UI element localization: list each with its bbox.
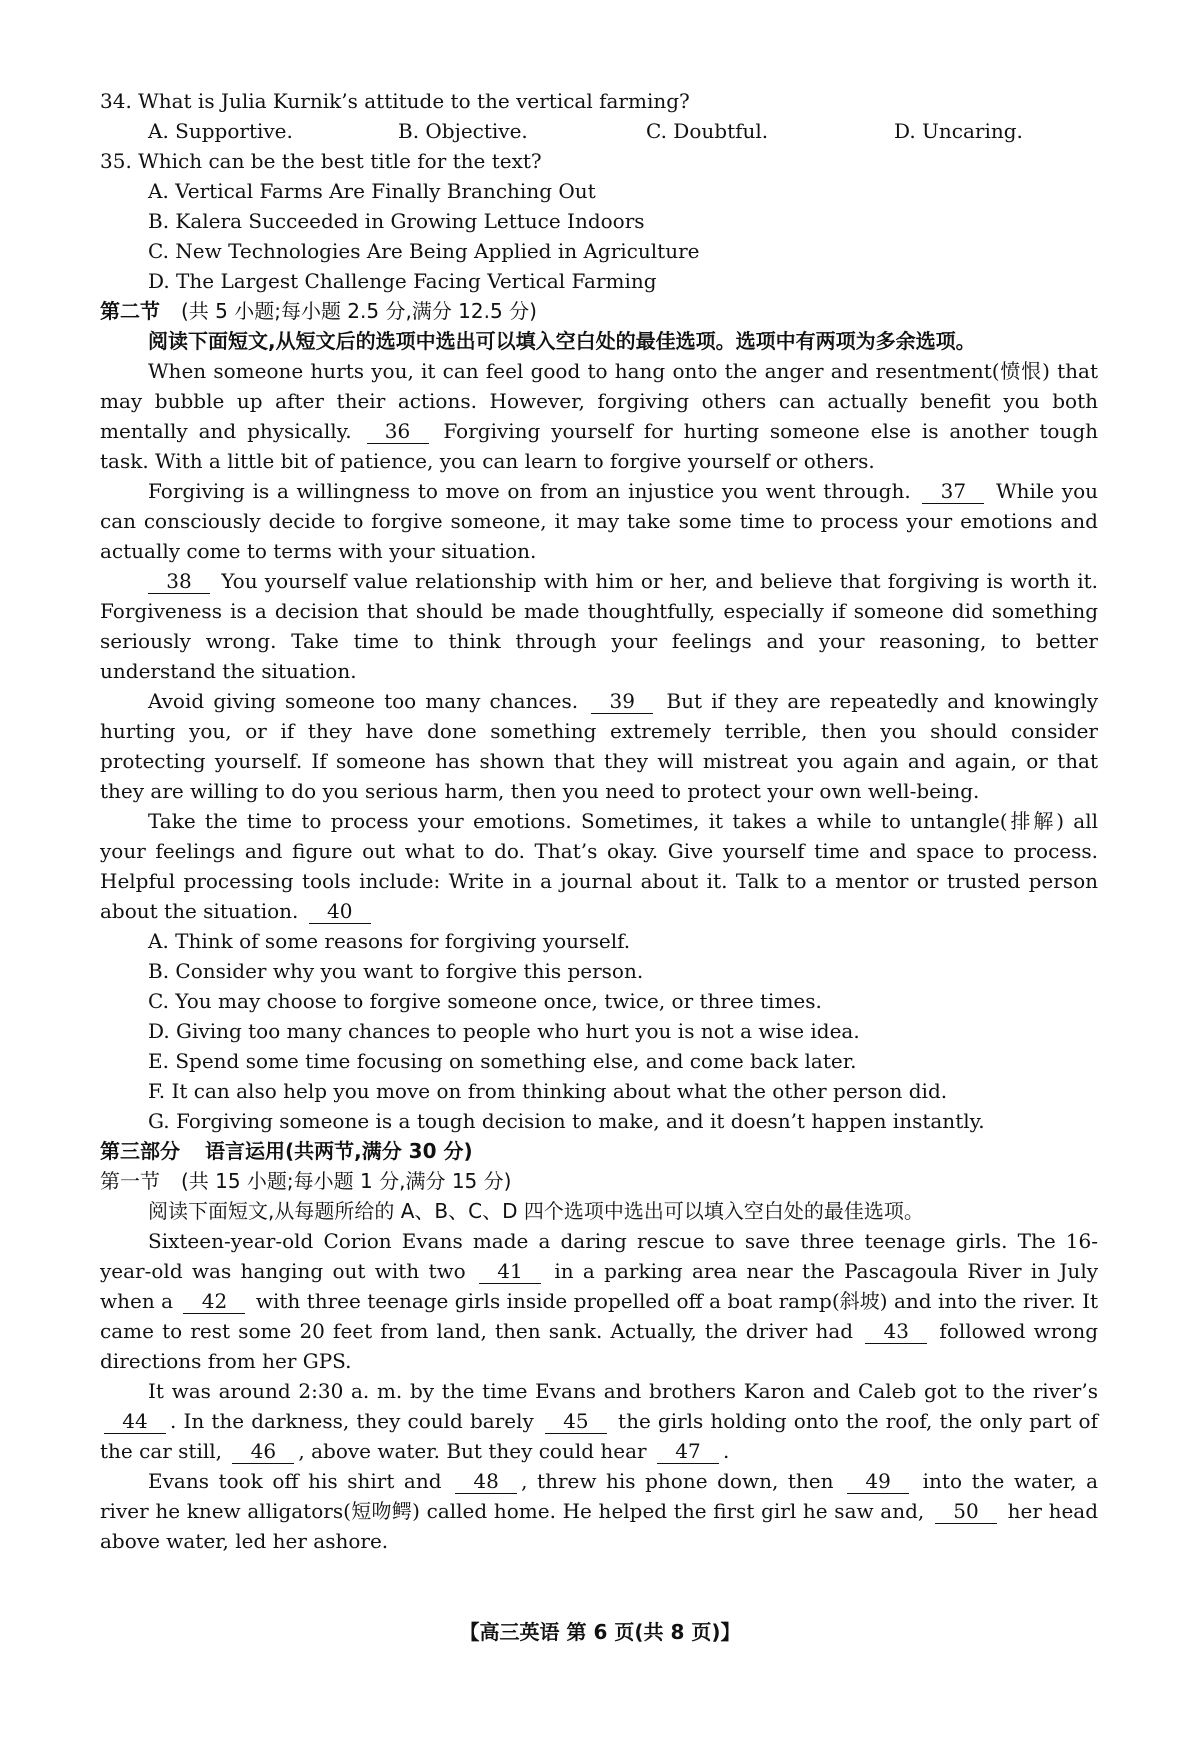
page-footer: 【高三英语 第 6 页(共 8 页)】	[459, 1620, 741, 1644]
blank-39[interactable]: 39	[591, 689, 653, 714]
section-2-instruction: 阅读下面短文,从短文后的选项中选出可以填入空白处的最佳选项。选项中有两项为多余选项。	[148, 329, 976, 353]
choice-g[interactable]: G. Forgiving someone is a tough decision to make, and it doesn’t happen instantly.	[148, 1109, 985, 1133]
passage-1-paragraph-3	[100, 566, 1098, 686]
passage-2-paragraph-3	[100, 1466, 1098, 1556]
section-2-note: (共 5 小题;每小题 2.5 分,满分 12.5 分)	[180, 299, 537, 323]
option-c[interactable]: C. Doubtful.	[646, 119, 769, 143]
text: Evans took off his shirt and	[148, 1469, 442, 1493]
choice-e[interactable]: E. Spend some time focusing on something else, and come back later.	[148, 1049, 857, 1073]
text: Forgiving yourself for hurting someone else is another tough task. With a little bit of patience, you can learn to forgive yourself or others.	[100, 419, 1099, 473]
choice-c[interactable]: C. You may choose to forgive someone once, twice, or three times.	[148, 989, 822, 1013]
blank-41[interactable]: 41	[479, 1259, 541, 1284]
text: Avoid giving someone too many chances.	[148, 689, 579, 713]
option-b[interactable]: B. Kalera Succeeded in Growing Lettuce Indoors	[148, 209, 645, 233]
blank-47[interactable]: 47	[657, 1439, 719, 1464]
text: When someone hurts you, it can feel good to hang onto the anger and resentment(愤恨) that may bubble up after their actions. However, forgiving others can actually benefit you both mentally and physically.	[100, 359, 1098, 443]
text: While you can consciously decide to forgive someone, it may take some time to process your emotions and actually come to terms with your situation.	[100, 479, 1098, 563]
text: You yourself value relationship with him or her, and believe that forgiving is worth it. Forgiveness is a decision that should be made thoughtfully, especially if someone did something seriously wrong. Take time to think through your feelings and your reasoning, to better understand the situation.	[100, 569, 1098, 683]
blank-40[interactable]: 40	[309, 899, 371, 924]
section-2-heading	[100, 296, 1098, 326]
blank-48[interactable]: 48	[455, 1469, 517, 1494]
part-3-label: 第三部分	[100, 1139, 180, 1163]
text: .	[722, 1439, 730, 1463]
blank-38[interactable]: 38	[148, 569, 210, 594]
text: Sixteen-year-old Corion Evans made a daring rescue to save three teenage girls. The 16-year-old was hanging out with two	[100, 1229, 1098, 1283]
passage-1-paragraph-2	[100, 476, 1098, 566]
text: her head above water, led her ashore.	[100, 1499, 1099, 1553]
text: But if they are repeatedly and knowingly hurting you, or if they have done something extremely terrible, then you should consider protecting yourself. If someone has shown that they will mistreat you again and again, or that they are willing to do you serious harm, then you need to protect your own well-being.	[100, 689, 1098, 803]
passage-1-paragraph-4	[100, 686, 1098, 806]
part-3-heading	[100, 1136, 1098, 1166]
blank-36[interactable]: 36	[367, 419, 429, 444]
choice-f[interactable]: F. It can also help you move on from thinking about what the other person did.	[148, 1079, 948, 1103]
text: , above water. But they could hear	[298, 1439, 647, 1463]
text: Take the time to process your emotions. Sometimes, it takes a while to untangle(排解) all your feelings and figure out what to do. That’s okay. Give yourself time and space to process. Helpful processing tools include: Write in a journal about it. Talk to a mentor or trusted person about the situation.	[100, 809, 1098, 923]
passage-2-paragraph-2	[100, 1376, 1098, 1466]
text: It was around 2:30 a. m. by the time Evans and brothers Karon and Caleb got to the river’s	[148, 1379, 1098, 1403]
option-d[interactable]: D. The Largest Challenge Facing Vertical Farming	[148, 269, 657, 293]
part-3-section-1-note: (共 15 小题;每小题 1 分,满分 15 分)	[180, 1169, 512, 1193]
question-34-options	[100, 116, 1098, 146]
blank-46[interactable]: 46	[232, 1439, 294, 1464]
passage-1-paragraph-5	[100, 806, 1098, 926]
section-2-title: 第二节	[100, 299, 160, 323]
part-3-instruction: 阅读下面短文,从每题所给的 A、B、C、D 四个选项中选出可以填入空白处的最佳选项。	[148, 1199, 924, 1223]
text: the girls holding onto the roof, the only part of the car still,	[100, 1409, 1099, 1463]
option-a[interactable]: A. Supportive.	[148, 119, 293, 143]
option-c[interactable]: C. New Technologies Are Being Applied in Agriculture	[148, 239, 700, 263]
question-34: 34. What is Julia Kurnik’s attitude to the vertical farming?	[100, 89, 690, 113]
text: in a parking area near the Pascagoula River in July when a	[100, 1259, 1099, 1313]
text: into the water, a river he knew alligators(短吻鳄) called home. He helped the first girl he saw and,	[100, 1469, 1099, 1523]
text: with three teenage girls inside propelled off a boat ramp(斜坡) and into the river. It came to rest some 20 feet from land, then sank. Actually, the driver had	[100, 1289, 1099, 1343]
text: . In the darkness, they could barely	[170, 1409, 534, 1433]
part-3-section-1-heading	[100, 1166, 1098, 1196]
blank-44[interactable]: 44	[104, 1409, 166, 1434]
text: followed wrong directions from her GPS.	[100, 1319, 1099, 1373]
blank-42[interactable]: 42	[183, 1289, 245, 1314]
question-35: 35. Which can be the best title for the text?	[100, 149, 542, 173]
blank-49[interactable]: 49	[847, 1469, 909, 1494]
blank-45[interactable]: 45	[545, 1409, 607, 1434]
part-3-section-1-title: 第一节	[100, 1169, 160, 1193]
choice-b[interactable]: B. Consider why you want to forgive this person.	[148, 959, 644, 983]
choice-a[interactable]: A. Think of some reasons for forgiving yourself.	[148, 929, 631, 953]
option-b[interactable]: B. Objective.	[398, 119, 528, 143]
text: Forgiving is a willingness to move on from an injustice you went through.	[148, 479, 911, 503]
choice-d[interactable]: D. Giving too many chances to people who hurt you is not a wise idea.	[148, 1019, 860, 1043]
passage-2-paragraph-1	[100, 1226, 1098, 1376]
blank-50[interactable]: 50	[935, 1499, 997, 1524]
option-d[interactable]: D. Uncaring.	[894, 119, 1023, 143]
passage-1-paragraph-1	[100, 356, 1098, 476]
option-a[interactable]: A. Vertical Farms Are Finally Branching Out	[148, 179, 596, 203]
exam-page	[100, 86, 1098, 1556]
blank-37[interactable]: 37	[922, 479, 984, 504]
text: , threw his phone down, then	[521, 1469, 834, 1493]
blank-43[interactable]: 43	[865, 1319, 927, 1344]
part-3-title: 语言运用(共两节,满分 30 分)	[204, 1139, 473, 1163]
